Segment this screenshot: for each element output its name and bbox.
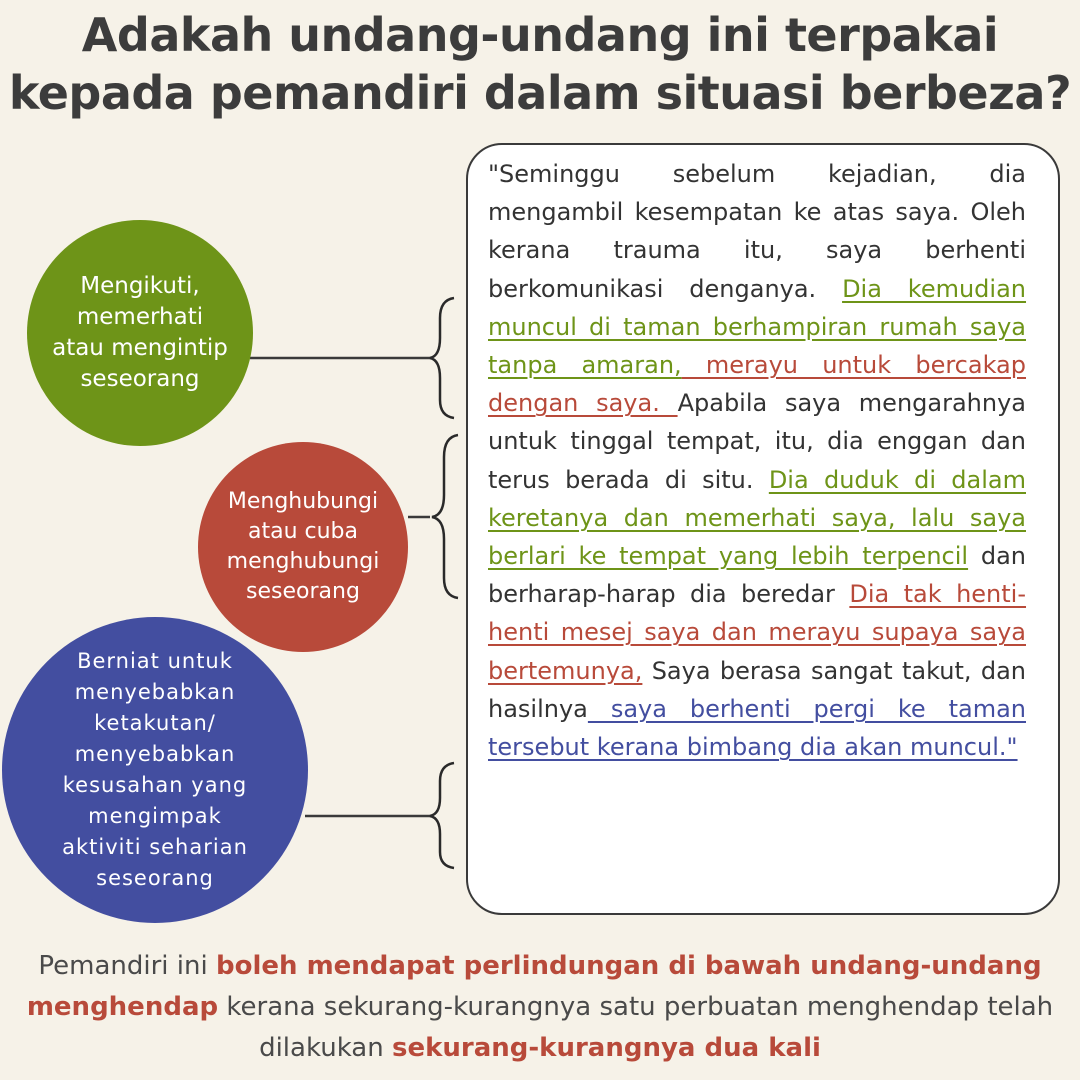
category-label-intent: Berniat untuk menyebabkan ketakutan/ menyebabkan kesusahan yang mengimpak aktiviti seharian seseorang <box>62 649 248 890</box>
quote-highlight-blue-1: saya berhenti pergi ke taman tersebut kerana bimbang dia akan muncul." <box>488 694 1026 762</box>
quote-plain-3: dan berharap-harap dia beredar <box>488 542 1027 609</box>
brace-green <box>430 298 454 418</box>
title-line-2: kepada pemandiri dalam situasi berbeza? <box>8 66 1072 120</box>
quote-plain-4: Saya berasa sangat takut, dan hasilnya <box>488 656 1026 723</box>
category-label-following: Mengikuti, memerhati atau mengintip seseorang <box>52 273 228 392</box>
category-label-contacting: Menghubungi atau cuba menghubungi seseorang <box>226 489 380 604</box>
footer-highlight-1: boleh mendapat perlindungan di bawah undang-undang menghendap <box>26 951 1042 1022</box>
category-circle-intent <box>2 617 308 923</box>
conclusion-text <box>20 946 1060 1069</box>
footer-text-2: kerana sekurang-kurangnya satu perbuatan menghendap telah dilakukan <box>218 992 1054 1063</box>
quote-highlight-red-2: Dia tak henti-henti mesej saya dan merayu supaya saya bertemunya, <box>488 580 1027 685</box>
footer-highlight-2: sekurang-kurangnya dua kali <box>391 1033 821 1063</box>
category-circle-contacting <box>198 442 408 652</box>
title-line-1: Adakah undang-undang ini terpakai <box>81 8 999 62</box>
quote-highlight-green-2: Dia duduk di dalam keretanya dan memerhati saya, lalu saya berlari ke tempat yang lebih terpencil <box>488 465 1026 571</box>
victim-quote <box>488 155 1026 766</box>
quote-plain-1: "Seminggu sebelum kejadian, dia mengambil kesempatan ke atas saya. Oleh kerana trauma itu, saya berhenti berkomunikasi denganya. <box>488 160 1026 303</box>
quote-highlight-red-1: merayu untuk bercakap dengan saya. <box>488 351 1026 418</box>
brace-red <box>432 435 458 598</box>
brace-blue <box>430 763 454 868</box>
footer-text-1: Pemandiri ini <box>38 951 216 981</box>
quote-highlight-green-1: Dia kemudian muncul di taman berhampiran rumah saya tanpa amaran, <box>488 274 1027 380</box>
quote-box <box>466 143 1060 915</box>
category-circle-following <box>27 220 253 446</box>
quote-plain-2: Apabila saya mengarahnya untuk tinggal tempat, itu, dia enggan dan terus berada di situ. <box>488 389 1026 494</box>
